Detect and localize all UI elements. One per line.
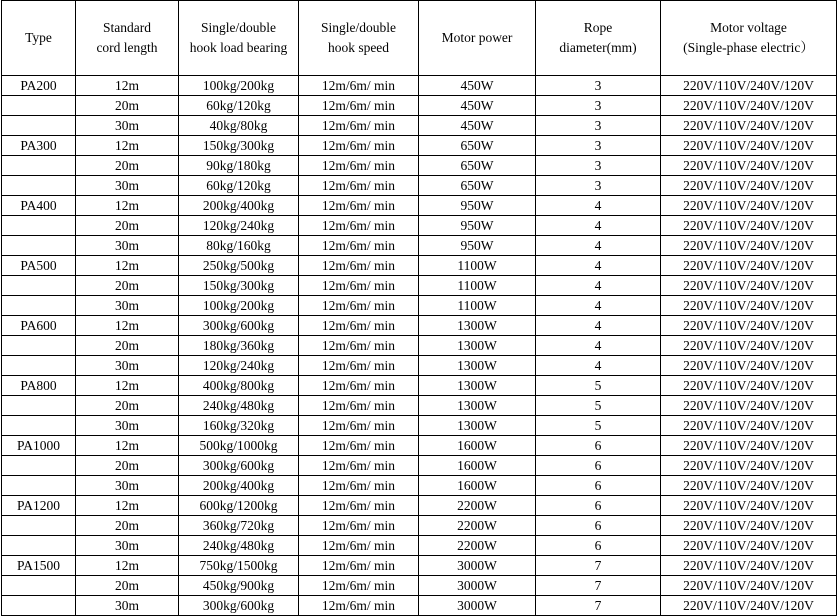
cell-hook-speed: 12m/6m/ min <box>299 356 419 376</box>
cell-motor-voltage: 220V/110V/240V/120V <box>661 96 837 116</box>
cell-cord-length: 20m <box>76 456 179 476</box>
cell-cord-length: 30m <box>76 476 179 496</box>
cell-hook-speed: 12m/6m/ min <box>299 456 419 476</box>
cell-hook-speed: 12m/6m/ min <box>299 436 419 456</box>
table-row <box>2 396 837 416</box>
cell-type: PA1500 <box>2 556 76 576</box>
cell-hook-speed: 12m/6m/ min <box>299 296 419 316</box>
header-rope-diameter <box>536 1 661 76</box>
cell-motor-power: 1600W <box>419 436 536 456</box>
cell-hook-speed: 12m/6m/ min <box>299 476 419 496</box>
cell-rope-diameter: 5 <box>536 376 661 396</box>
cell-motor-voltage: 220V/110V/240V/120V <box>661 276 837 296</box>
cell-motor-voltage: 220V/110V/240V/120V <box>661 136 837 156</box>
table-row <box>2 96 837 116</box>
table-row <box>2 196 837 216</box>
cell-rope-diameter: 4 <box>536 256 661 276</box>
cell-hook-speed: 12m/6m/ min <box>299 596 419 616</box>
header-voltage-line1: Motor voltage <box>710 20 787 35</box>
table-row <box>2 76 837 96</box>
cell-rope-diameter: 7 <box>536 576 661 596</box>
cell-type: PA400 <box>2 196 76 216</box>
table-row <box>2 536 837 556</box>
cell-motor-power: 1300W <box>419 356 536 376</box>
cell-rope-diameter: 5 <box>536 396 661 416</box>
cell-motor-voltage: 220V/110V/240V/120V <box>661 476 837 496</box>
cell-cord-length: 30m <box>76 236 179 256</box>
cell-cord-length: 12m <box>76 376 179 396</box>
cell-rope-diameter: 4 <box>536 196 661 216</box>
cell-load-bearing: 500kg/1000kg <box>179 436 299 456</box>
cell-motor-power: 950W <box>419 196 536 216</box>
cell-motor-power: 2200W <box>419 496 536 516</box>
cell-motor-voltage: 220V/110V/240V/120V <box>661 596 837 616</box>
cell-load-bearing: 100kg/200kg <box>179 296 299 316</box>
cell-type <box>2 536 76 556</box>
cell-cord-length: 30m <box>76 416 179 436</box>
cell-motor-voltage: 220V/110V/240V/120V <box>661 496 837 516</box>
cell-type <box>2 156 76 176</box>
cell-motor-voltage: 220V/110V/240V/120V <box>661 76 837 96</box>
cell-hook-speed: 12m/6m/ min <box>299 376 419 396</box>
cell-type: PA1000 <box>2 436 76 456</box>
cell-motor-voltage: 220V/110V/240V/120V <box>661 456 837 476</box>
cell-hook-speed: 12m/6m/ min <box>299 416 419 436</box>
cell-motor-power: 650W <box>419 156 536 176</box>
cell-cord-length: 20m <box>76 276 179 296</box>
cell-hook-speed: 12m/6m/ min <box>299 336 419 356</box>
cell-motor-power: 1300W <box>419 396 536 416</box>
header-power-label: Motor power <box>441 30 513 45</box>
header-type <box>2 1 76 76</box>
cell-hook-speed: 12m/6m/ min <box>299 316 419 336</box>
header-load-bearing <box>179 1 299 76</box>
cell-type: PA600 <box>2 316 76 336</box>
cell-rope-diameter: 4 <box>536 216 661 236</box>
cell-rope-diameter: 3 <box>536 136 661 156</box>
cell-motor-power: 2200W <box>419 516 536 536</box>
table-row <box>2 576 837 596</box>
cell-type <box>2 336 76 356</box>
cell-motor-power: 2200W <box>419 536 536 556</box>
cell-rope-diameter: 5 <box>536 416 661 436</box>
cell-cord-length: 20m <box>76 516 179 536</box>
cell-type <box>2 176 76 196</box>
cell-type <box>2 236 76 256</box>
cell-motor-power: 1300W <box>419 416 536 436</box>
table-row <box>2 136 837 156</box>
cell-rope-diameter: 4 <box>536 316 661 336</box>
cell-type <box>2 476 76 496</box>
cell-hook-speed: 12m/6m/ min <box>299 256 419 276</box>
cell-rope-diameter: 4 <box>536 356 661 376</box>
cell-load-bearing: 400kg/800kg <box>179 376 299 396</box>
table-row <box>2 496 837 516</box>
table-row <box>2 236 837 256</box>
cell-load-bearing: 150kg/300kg <box>179 276 299 296</box>
cell-cord-length: 20m <box>76 396 179 416</box>
cell-load-bearing: 100kg/200kg <box>179 76 299 96</box>
table-row <box>2 436 837 456</box>
cell-hook-speed: 12m/6m/ min <box>299 76 419 96</box>
header-motor-voltage <box>661 1 837 76</box>
header-rope-line1: Rope <box>583 20 613 35</box>
cell-motor-voltage: 220V/110V/240V/120V <box>661 116 837 136</box>
cell-motor-voltage: 220V/110V/240V/120V <box>661 316 837 336</box>
cell-cord-length: 30m <box>76 116 179 136</box>
cell-cord-length: 20m <box>76 336 179 356</box>
cell-motor-power: 1300W <box>419 316 536 336</box>
cell-motor-power: 1600W <box>419 456 536 476</box>
cell-load-bearing: 60kg/120kg <box>179 96 299 116</box>
cell-motor-power: 1100W <box>419 296 536 316</box>
cell-hook-speed: 12m/6m/ min <box>299 156 419 176</box>
table-row <box>2 316 837 336</box>
cell-motor-power: 1300W <box>419 336 536 356</box>
cell-rope-diameter: 7 <box>536 596 661 616</box>
cell-load-bearing: 40kg/80kg <box>179 116 299 136</box>
cell-rope-diameter: 6 <box>536 496 661 516</box>
cell-load-bearing: 250kg/500kg <box>179 256 299 276</box>
cell-rope-diameter: 6 <box>536 436 661 456</box>
cell-motor-voltage: 220V/110V/240V/120V <box>661 516 837 536</box>
cell-rope-diameter: 6 <box>536 516 661 536</box>
cell-rope-diameter: 3 <box>536 156 661 176</box>
header-row <box>2 1 837 76</box>
header-motor-power <box>419 1 536 76</box>
cell-load-bearing: 750kg/1500kg <box>179 556 299 576</box>
header-rope-line2: diameter(mm) <box>559 40 637 55</box>
cell-load-bearing: 80kg/160kg <box>179 236 299 256</box>
header-cord-length-line1: Standard <box>103 20 151 35</box>
table-row <box>2 336 837 356</box>
cell-type: PA300 <box>2 136 76 156</box>
cell-motor-power: 450W <box>419 76 536 96</box>
cell-motor-power: 950W <box>419 216 536 236</box>
header-hook-speed <box>299 1 419 76</box>
table-row <box>2 456 837 476</box>
cell-motor-power: 450W <box>419 116 536 136</box>
cell-load-bearing: 150kg/300kg <box>179 136 299 156</box>
cell-rope-diameter: 4 <box>536 336 661 356</box>
cell-rope-diameter: 3 <box>536 96 661 116</box>
cell-load-bearing: 200kg/400kg <box>179 196 299 216</box>
table-row <box>2 516 837 536</box>
table-row <box>2 216 837 236</box>
cell-rope-diameter: 3 <box>536 76 661 96</box>
cell-motor-voltage: 220V/110V/240V/120V <box>661 296 837 316</box>
cell-rope-diameter: 6 <box>536 536 661 556</box>
cell-hook-speed: 12m/6m/ min <box>299 216 419 236</box>
table-row <box>2 416 837 436</box>
cell-motor-power: 3000W <box>419 576 536 596</box>
cell-type <box>2 96 76 116</box>
cell-type <box>2 516 76 536</box>
table-row <box>2 256 837 276</box>
table-row <box>2 476 837 496</box>
cell-motor-power: 1600W <box>419 476 536 496</box>
cell-type <box>2 296 76 316</box>
header-load-line2: hook load bearing <box>189 40 288 55</box>
cell-motor-voltage: 220V/110V/240V/120V <box>661 216 837 236</box>
cell-hook-speed: 12m/6m/ min <box>299 536 419 556</box>
cell-cord-length: 12m <box>76 436 179 456</box>
cell-cord-length: 20m <box>76 216 179 236</box>
table-row <box>2 176 837 196</box>
cell-motor-voltage: 220V/110V/240V/120V <box>661 376 837 396</box>
cell-motor-power: 3000W <box>419 556 536 576</box>
cell-type <box>2 576 76 596</box>
cell-rope-diameter: 4 <box>536 236 661 256</box>
cell-cord-length: 20m <box>76 156 179 176</box>
cell-type <box>2 356 76 376</box>
cell-type <box>2 456 76 476</box>
header-load-line1: Single/double <box>201 20 276 35</box>
cell-load-bearing: 120kg/240kg <box>179 216 299 236</box>
cell-motor-voltage: 220V/110V/240V/120V <box>661 176 837 196</box>
cell-type: PA1200 <box>2 496 76 516</box>
cell-motor-voltage: 220V/110V/240V/120V <box>661 196 837 216</box>
cell-type <box>2 216 76 236</box>
cell-hook-speed: 12m/6m/ min <box>299 196 419 216</box>
cell-type <box>2 276 76 296</box>
cell-motor-voltage: 220V/110V/240V/120V <box>661 396 837 416</box>
cell-load-bearing: 600kg/1200kg <box>179 496 299 516</box>
cell-motor-voltage: 220V/110V/240V/120V <box>661 536 837 556</box>
cell-hook-speed: 12m/6m/ min <box>299 576 419 596</box>
cell-load-bearing: 90kg/180kg <box>179 156 299 176</box>
cell-cord-length: 30m <box>76 176 179 196</box>
cell-rope-diameter: 7 <box>536 556 661 576</box>
table-row <box>2 296 837 316</box>
cell-load-bearing: 200kg/400kg <box>179 476 299 496</box>
cell-type: PA500 <box>2 256 76 276</box>
cell-motor-power: 450W <box>419 96 536 116</box>
cell-load-bearing: 300kg/600kg <box>179 316 299 336</box>
cell-hook-speed: 12m/6m/ min <box>299 116 419 136</box>
cell-motor-voltage: 220V/110V/240V/120V <box>661 236 837 256</box>
header-type-label: Type <box>25 30 52 45</box>
cell-hook-speed: 12m/6m/ min <box>299 556 419 576</box>
table-row <box>2 156 837 176</box>
cell-load-bearing: 240kg/480kg <box>179 536 299 556</box>
cell-motor-power: 1100W <box>419 256 536 276</box>
cell-hook-speed: 12m/6m/ min <box>299 136 419 156</box>
cell-cord-length: 12m <box>76 196 179 216</box>
cell-motor-power: 650W <box>419 136 536 156</box>
cell-motor-voltage: 220V/110V/240V/120V <box>661 436 837 456</box>
header-cord-length <box>76 1 179 76</box>
cell-cord-length: 12m <box>76 556 179 576</box>
cell-rope-diameter: 3 <box>536 176 661 196</box>
table-row <box>2 356 837 376</box>
cell-cord-length: 12m <box>76 136 179 156</box>
cell-rope-diameter: 4 <box>536 296 661 316</box>
cell-hook-speed: 12m/6m/ min <box>299 236 419 256</box>
cell-cord-length: 12m <box>76 76 179 96</box>
cell-type: PA800 <box>2 376 76 396</box>
cell-motor-power: 3000W <box>419 596 536 616</box>
header-speed-line1: Single/double <box>321 20 396 35</box>
header-speed-line2: hook speed <box>327 40 390 55</box>
cell-cord-length: 12m <box>76 496 179 516</box>
table-row <box>2 556 837 576</box>
cell-type <box>2 416 76 436</box>
cell-type: PA200 <box>2 76 76 96</box>
cell-hook-speed: 12m/6m/ min <box>299 276 419 296</box>
cell-load-bearing: 240kg/480kg <box>179 396 299 416</box>
cell-type <box>2 396 76 416</box>
cell-cord-length: 12m <box>76 256 179 276</box>
table-row <box>2 116 837 136</box>
cell-motor-power: 1100W <box>419 276 536 296</box>
cell-motor-voltage: 220V/110V/240V/120V <box>661 556 837 576</box>
cell-hook-speed: 12m/6m/ min <box>299 176 419 196</box>
cell-load-bearing: 120kg/240kg <box>179 356 299 376</box>
table-row <box>2 276 837 296</box>
cell-rope-diameter: 4 <box>536 276 661 296</box>
cell-cord-length: 30m <box>76 536 179 556</box>
cell-cord-length: 20m <box>76 576 179 596</box>
cell-load-bearing: 300kg/600kg <box>179 456 299 476</box>
cell-load-bearing: 360kg/720kg <box>179 516 299 536</box>
cell-cord-length: 30m <box>76 356 179 376</box>
cell-motor-voltage: 220V/110V/240V/120V <box>661 156 837 176</box>
header-voltage-line2: (Single-phase electric） <box>683 40 814 55</box>
cell-type <box>2 116 76 136</box>
cell-hook-speed: 12m/6m/ min <box>299 496 419 516</box>
cell-motor-power: 950W <box>419 236 536 256</box>
cell-cord-length: 30m <box>76 296 179 316</box>
cell-motor-voltage: 220V/110V/240V/120V <box>661 356 837 376</box>
table-row <box>2 596 837 616</box>
hoist-spec-table <box>1 0 837 616</box>
cell-cord-length: 12m <box>76 316 179 336</box>
cell-load-bearing: 160kg/320kg <box>179 416 299 436</box>
table-body <box>2 76 837 616</box>
cell-motor-voltage: 220V/110V/240V/120V <box>661 336 837 356</box>
cell-motor-power: 1300W <box>419 376 536 396</box>
cell-cord-length: 20m <box>76 96 179 116</box>
cell-type <box>2 596 76 616</box>
table-header <box>2 1 837 76</box>
cell-motor-voltage: 220V/110V/240V/120V <box>661 256 837 276</box>
header-cord-length-line2: cord length <box>96 40 158 55</box>
cell-hook-speed: 12m/6m/ min <box>299 96 419 116</box>
cell-motor-power: 650W <box>419 176 536 196</box>
cell-load-bearing: 300kg/600kg <box>179 596 299 616</box>
cell-load-bearing: 60kg/120kg <box>179 176 299 196</box>
cell-rope-diameter: 6 <box>536 456 661 476</box>
cell-motor-voltage: 220V/110V/240V/120V <box>661 576 837 596</box>
cell-rope-diameter: 3 <box>536 116 661 136</box>
cell-motor-voltage: 220V/110V/240V/120V <box>661 416 837 436</box>
table-row <box>2 376 837 396</box>
cell-rope-diameter: 6 <box>536 476 661 496</box>
cell-cord-length: 30m <box>76 596 179 616</box>
cell-hook-speed: 12m/6m/ min <box>299 516 419 536</box>
cell-load-bearing: 180kg/360kg <box>179 336 299 356</box>
cell-load-bearing: 450kg/900kg <box>179 576 299 596</box>
cell-hook-speed: 12m/6m/ min <box>299 396 419 416</box>
